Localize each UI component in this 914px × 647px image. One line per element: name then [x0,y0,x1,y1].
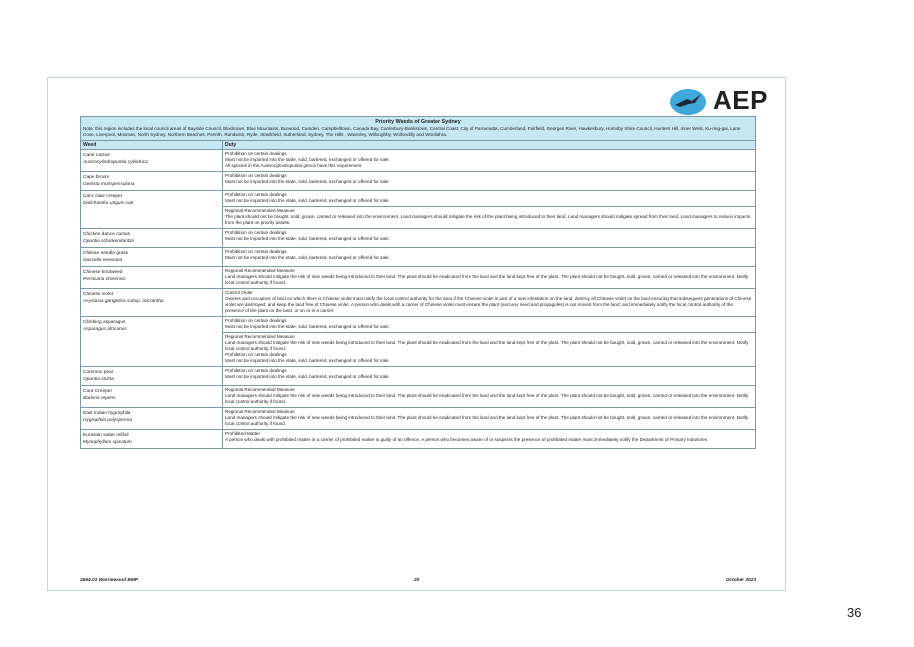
table-row [80,267,756,289]
duty-cell [223,150,755,171]
weed-common-name: Cat's claw creeper [83,194,123,199]
duty-cell [223,248,755,266]
weed-common-name: Cape broom [83,175,110,180]
table-row [80,386,756,408]
duty-text: Land managers should mitigate the risk of new weeds being introduced to their land. The plant should be eradicated from the land and the land kept free of the plant. The plant should not be bought, sold, grown, carried or released into the environment. Notify local control authority if found. [225,415,749,426]
weed-cell [81,367,223,385]
duty-block [223,332,755,366]
document-page [47,77,786,591]
weed-scientific-name: Dolichandra unguis-cati [83,201,134,206]
duty-block [223,150,755,171]
table-row [80,248,756,267]
table-title-box [80,116,756,141]
weed-common-name: East Indian hygrophila [83,411,131,416]
duty-heading: Regional Recommended Measure [225,387,295,392]
weed-scientific-name: Barleria repens [83,396,116,401]
table-row [80,150,756,172]
duty-heading: Regional Recommended Measure [225,409,295,414]
duty-block [223,289,755,316]
duty-text: Land managers should mitigate the risk of new weeds being introduced to their land. The plant should be eradicated from the land and the land kept free of the plant. The plant should not be bought, sold, grown, carried or released into the environment. Notify local control authority if found. [225,274,749,285]
weed-scientific-name: Asparagus africanus [83,327,127,332]
weed-common-name: Chinese knotweed [83,270,123,275]
duty-text: Must not be imported into the state, sold, bartered, exchanged or offered for sale. [225,255,390,260]
duty-block [223,408,755,429]
weed-cell [81,172,223,190]
duty-text: Land managers should mitigate the risk of new weeds being introduced to their land. The plant should be eradicated from the land and the land kept free of the plant. The plant should not be bought, sold, grown, carried or released into the environment. Notify local control authority if found. [225,393,749,404]
table-row [80,191,756,229]
weed-common-name: Common pear [83,370,114,375]
weed-common-name: Cane cactus [83,153,110,158]
weed-scientific-name: Persicaria chinensis [83,277,126,282]
weed-cell [81,267,223,288]
table-header-row [80,141,756,150]
duty-text: Must not be imported into the state, sold, bartered, exchanged or offered for sale. [225,198,390,203]
duty-text: The plant should not be bought, sold, grown, carried or released into the environment. Land managers should mitigate the risk of the plant being introduced to their land. Land managers should mitigate spread from their land. Land managers to reduce impacts from the plant on priority assets. [225,214,751,225]
table-row [80,289,756,317]
duty-block [223,191,755,206]
duty-cell [223,430,755,448]
weed-common-name: Chinese violet [83,292,114,297]
weed-cell [81,289,223,316]
duty-cell [223,408,755,429]
duty-text: Owners and occupiers of land on which there is Chinese violet must notify the local control authority for the area if the Chinese violet is part of a new infestation on the land, destroy all Chinese violet on the land ensuring that subsequent generations of Chinese violet are destroyed; and keep the land free of Chinese violet. A person who deals with a carrier of Chinese violet must ensure the plant (and any seed and propagules) is not moved from the land; and immediately notify the local control authority of the presence of the plant on the land, or on or in a carrier. [225,296,752,313]
weed-cell [81,430,223,448]
duty-heading: Control Order [225,290,253,295]
weed-cell [81,191,223,228]
table-row [80,172,756,191]
weeds-table [80,116,756,449]
duty-block [223,267,755,288]
weed-cell [81,386,223,407]
duty-cell [223,289,755,316]
table-note: Note: this region includes the local council areas of Bayside Council, Blacktown, Blue Mountains, Burwood, Camden, Campbelltown, Canada Bay, Canterbury-Bankstown, Central Coast, City of Parramatta, Cumberland, Fairfield, Georges River, Hawkesbury, Hornsby Shire Council, Hunters Hill, Inner West, Ku-ring-gai, Lane Cove, Liverpool, Mosman, North Sydney, Northern Beaches, Penrith, Randwick, Ryde, Strathfield, Sutherland, Sydney, The Hills , Waverley, Willoughby, Wollondilly and Woollahra. [83,126,741,137]
duty-cell [223,172,755,190]
duty-heading: Regional Recommended Measure [225,208,295,213]
duty-text: Prohibition on certain dealings [225,352,287,357]
weed-scientific-name: Hygrophila polysperma [83,418,133,423]
duty-heading: Regional Recommended Measure [225,334,295,339]
weed-scientific-name: Opuntia stricta [83,377,114,382]
weed-common-name: Chilean needle grass [83,251,129,256]
table-row [80,430,756,449]
duty-block [223,367,755,382]
duty-heading: Prohibition on certain dealings [225,230,287,235]
header-weed: Weed [81,141,223,149]
weed-scientific-name: Opuntia schickendantzii [83,239,134,244]
weed-scientific-name: Genista monspessulana [83,182,135,187]
aep-logo-text: AEP [713,85,768,115]
footer-date: October 2023 [725,578,756,583]
duty-heading: Prohibition on certain dealings [225,173,287,178]
duty-block [223,386,755,407]
duty-heading: Prohibition on certain dealings [225,318,287,323]
duty-block [223,430,755,445]
duty-heading: Prohibition on certain dealings [225,368,287,373]
table-row [80,229,756,248]
duty-text: Land managers should mitigate the risk of new weeds being introduced to their land. The plant should be eradicated from the land and the land kept free of the plant. The plant should not be bought, sold, grown, carried or released into the environment. Notify local control authority if found. [225,340,749,351]
weed-cell [81,248,223,266]
duty-block [223,229,755,244]
duty-heading: Prohibition on certain dealings [225,249,287,254]
weed-cell [81,317,223,366]
footer-page-number: 20 [414,578,420,583]
duty-heading: Regional Recommended Measure [225,268,295,273]
table-row [80,408,756,430]
duty-text: Must not be imported into the state, sold, bartered, exchanged or offered for sale. [225,374,390,379]
table-row [80,367,756,386]
duty-block [223,317,755,332]
weed-common-name: Climbing asparagus [83,320,126,325]
weed-cell [81,150,223,171]
table-body [80,150,756,449]
duty-heading: Prohibition on certain dealings [225,151,287,156]
table-title: Priority Weeds of Greater Sydney [375,119,461,125]
duty-text: A person who deals with prohibited matter or a carrier of prohibited matter is guilty of an offence. A person who becomes aware of or suspects the presence of prohibited matter must immediately notify the Department of Primary Industries [225,437,707,442]
header-duty: Duty [225,142,237,148]
duty-block [223,172,755,187]
duty-text: Must not be imported into the state, sold, bartered, exchanged or offered for sale. [225,358,390,363]
duty-cell [223,267,755,288]
duty-heading: Prohibited Matter [225,431,260,436]
duty-text: Must not be imported into the state, sold, bartered, exchanged or offered for sale. [225,157,390,162]
slide-number: 36 [847,605,862,620]
duty-cell [223,191,755,228]
table-row [80,317,756,367]
weed-cell [81,229,223,247]
weed-scientific-name: Asystasia gangetica subsp. micrantha [83,299,164,304]
weed-scientific-name: Myriophyllum spicatum [83,440,132,445]
duty-text: Must not be imported into the state, sold, bartered, exchanged or offered for sale. [225,324,390,329]
duty-cell [223,317,755,366]
weed-common-name: Cora Creeper [83,389,113,394]
duty-text: All species in the Austrocylindropuntia genus have this requirement [225,163,362,168]
duty-text: Must not be imported into the state, sold, bartered, exchanged or offered for sale. [225,179,390,184]
duty-heading: Prohibition on certain dealings [225,192,287,197]
weed-common-name: Chicken dance cactus [83,232,130,237]
duty-cell [223,229,755,247]
weed-cell [81,408,223,429]
weed-scientific-name: Austrocylindropuntia cylindrica [83,160,148,165]
duty-block [223,206,755,228]
footer-document-id: 2564.01 Warriewood BMP [80,578,139,583]
weed-common-name: Eurasian water milfoil [83,433,129,438]
duty-block [223,248,755,263]
duty-text: Must not be imported into the state, sold, bartered, exchanged or offered for sale. [225,236,390,241]
weed-scientific-name: Nassella neesiana [83,258,123,263]
duty-cell [223,367,755,385]
duty-cell [223,386,755,407]
